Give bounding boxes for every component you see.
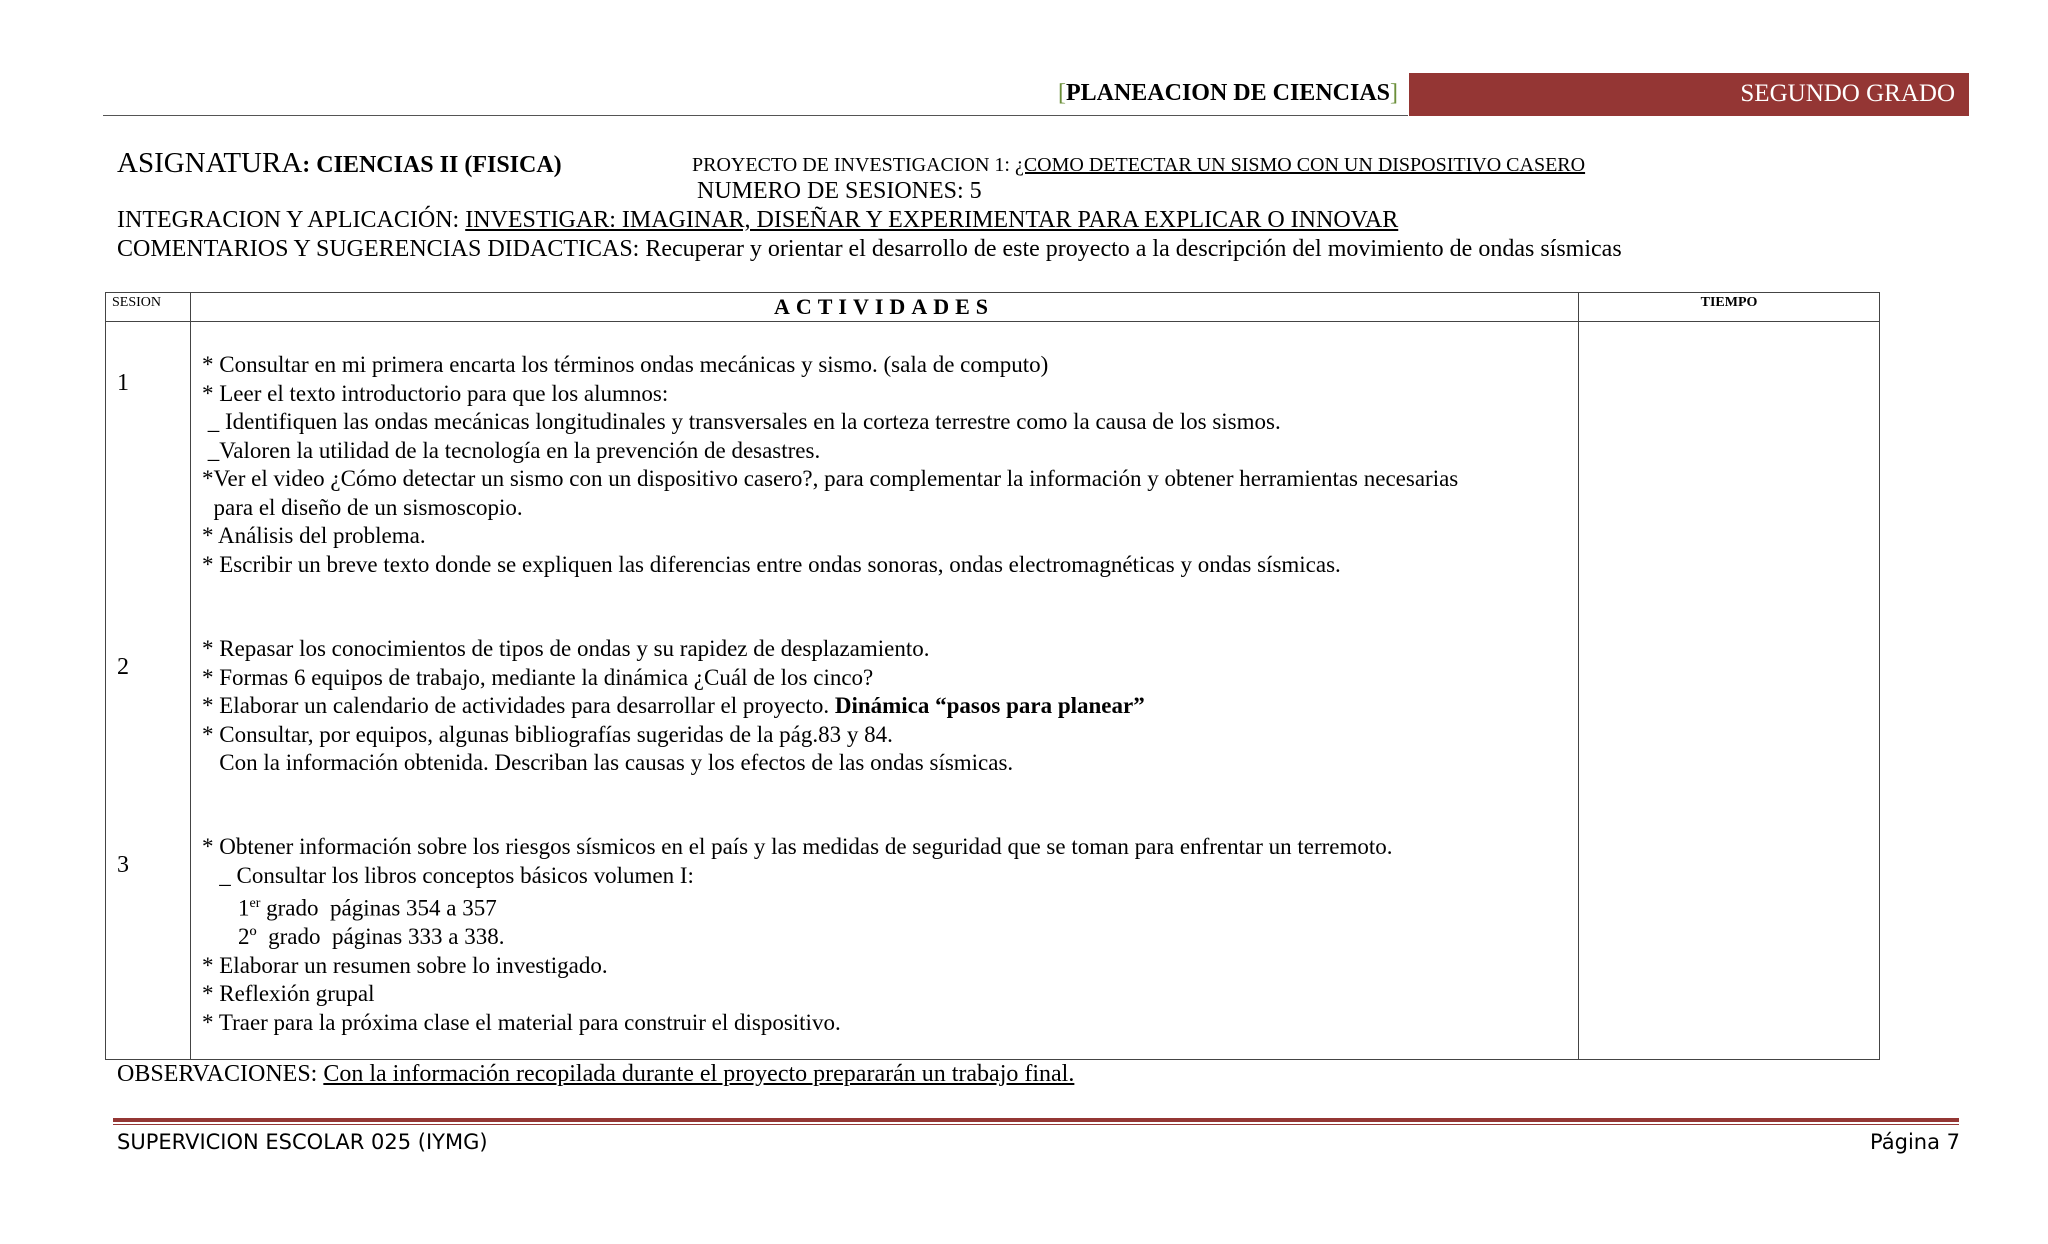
col-header-sesion: SESION xyxy=(112,295,162,310)
activity-line: * Leer el texto introductorio para que los alumnos: xyxy=(202,380,669,406)
bracket-open: [ xyxy=(1057,80,1066,106)
activity-text: grado páginas 354 a 357 xyxy=(260,895,497,921)
footer-left-text: SUPERVICION ESCOLAR 025 (IYMG) xyxy=(117,1130,488,1154)
session-activities-1 xyxy=(202,351,1572,579)
activity-line: 2º grado páginas 333 a 338. xyxy=(238,924,505,950)
page-number: Página 7 xyxy=(1870,1130,1960,1154)
asignatura-value: : CIENCIAS II (FISICA) xyxy=(302,152,562,178)
activity-line: * Reflexión grupal xyxy=(202,981,375,1007)
observaciones-value: Con la información recopilada durante el proyecto prepararán un trabajo final. xyxy=(323,1061,1075,1087)
header-title-text: PLANEACION DE CIENCIAS xyxy=(1065,80,1390,106)
activity-line: _ Identifiquen las ondas mecánicas longitudinales y transversales en la corteza terrestre como la causa de los sismos. xyxy=(202,409,1281,434)
activity-line: para el diseño de un sismoscopio. xyxy=(202,494,523,520)
comentarios-line xyxy=(117,236,1622,263)
ordinal-superscript: er xyxy=(249,896,261,911)
table-divider-1 xyxy=(190,292,191,1060)
activity-bold-text: Dinámica “pasos para planear” xyxy=(834,693,1145,718)
proyecto-value: ¿COMO DETECTAR UN SISMO CON UN DISPOSITIVO CASERO xyxy=(1014,154,1586,176)
comentarios-label: COMENTARIOS Y SUGERENCIAS DIDACTICAS: xyxy=(117,236,646,262)
activity-line: _Valoren la utilidad de la tecnología en la prevención de desastres. xyxy=(202,437,821,463)
footer-rule-thin xyxy=(113,1124,1959,1125)
activity-line: * Elaborar un resumen sobre lo investigado. xyxy=(202,952,608,978)
session-activities-2 xyxy=(202,635,1572,778)
footer-rule-thick xyxy=(113,1118,1959,1122)
activity-line: * Consultar en mi primera encarta los términos ondas mecánicas y sismo. (sala de computo) xyxy=(202,352,1049,377)
activity-line: *Ver el video ¿Cómo detectar un sismo con un dispositivo casero?, para complementar la información y obtener herramientas necesarias xyxy=(202,466,1459,491)
asignatura-line xyxy=(117,147,562,180)
activity-line xyxy=(202,692,1572,721)
bracket-close: ] xyxy=(1390,80,1398,106)
grade-band xyxy=(1409,73,1969,116)
integracion-label: INTEGRACION Y APLICACIÓN: xyxy=(117,207,466,233)
activity-line: * Repasar los conocimientos de tipos de ondas y su rapidez de desplazamiento. xyxy=(202,636,930,661)
integracion-value: INVESTIGAR: IMAGINAR, DISEÑAR Y EXPERIMENTAR PARA EXPLICAR O INNOVAR xyxy=(465,207,1399,233)
activity-line: * Obtener información sobre los riesgos sísmicos en el país y las medidas de seguridad que se toman para enfrentar un terremoto. xyxy=(202,834,1393,859)
comentarios-value: Recuperar y orientar el desarrollo de este proyecto a la descripción del movimiento de ondas sísmicas xyxy=(645,236,1622,262)
proyecto-label: PROYECTO DE INVESTIGACION 1: xyxy=(692,154,1015,176)
activity-line: * Traer para la próxima clase el material para construir el dispositivo. xyxy=(202,1009,841,1035)
activity-line: * Análisis del problema. xyxy=(202,523,426,548)
activity-line: * Escribir un breve texto donde se expliquen las diferencias entre ondas sonoras, ondas electromagnéticas y ondas sísmicas. xyxy=(202,551,1341,577)
activity-line: * Formas 6 equipos de trabajo, mediante la dinámica ¿Cuál de los cinco? xyxy=(202,664,874,690)
session-number-1: 1 xyxy=(117,370,129,396)
col-header-actividades: ACTIVIDADES xyxy=(773,294,995,319)
session-activities-3 xyxy=(202,833,1572,1037)
table-header-divider xyxy=(105,321,1880,322)
observaciones-label: OBSERVACIONES: xyxy=(117,1061,324,1087)
asignatura-label: ASIGNATURA xyxy=(117,147,303,179)
integracion-line xyxy=(117,207,1398,234)
activity-line xyxy=(202,890,1572,923)
header-rule xyxy=(103,115,1408,116)
activity-line: _ Consultar los libros conceptos básicos volumen I: xyxy=(202,862,694,888)
activity-text: 1 xyxy=(238,895,250,921)
proyecto-line xyxy=(692,154,1585,177)
session-number-3: 3 xyxy=(117,852,129,878)
grade-label: SEGUNDO GRADO xyxy=(1740,80,1955,107)
observaciones-line xyxy=(117,1061,1074,1088)
activity-line: Con la información obtenida. Describan las causas y los efectos de las ondas sísmicas. xyxy=(202,750,1014,775)
activity-text: * Elaborar un calendario de actividades para desarrollar el proyecto. xyxy=(202,693,835,718)
header-title xyxy=(1020,80,1398,107)
activity-line: * Consultar, por equipos, algunas bibliografías sugeridas de la pág.83 y 84. xyxy=(202,721,893,747)
table-divider-2 xyxy=(1578,292,1579,1060)
col-header-tiempo: TIEMPO xyxy=(1700,295,1758,310)
session-number-2: 2 xyxy=(117,654,129,680)
sesiones-line: NUMERO DE SESIONES: 5 xyxy=(697,178,982,204)
